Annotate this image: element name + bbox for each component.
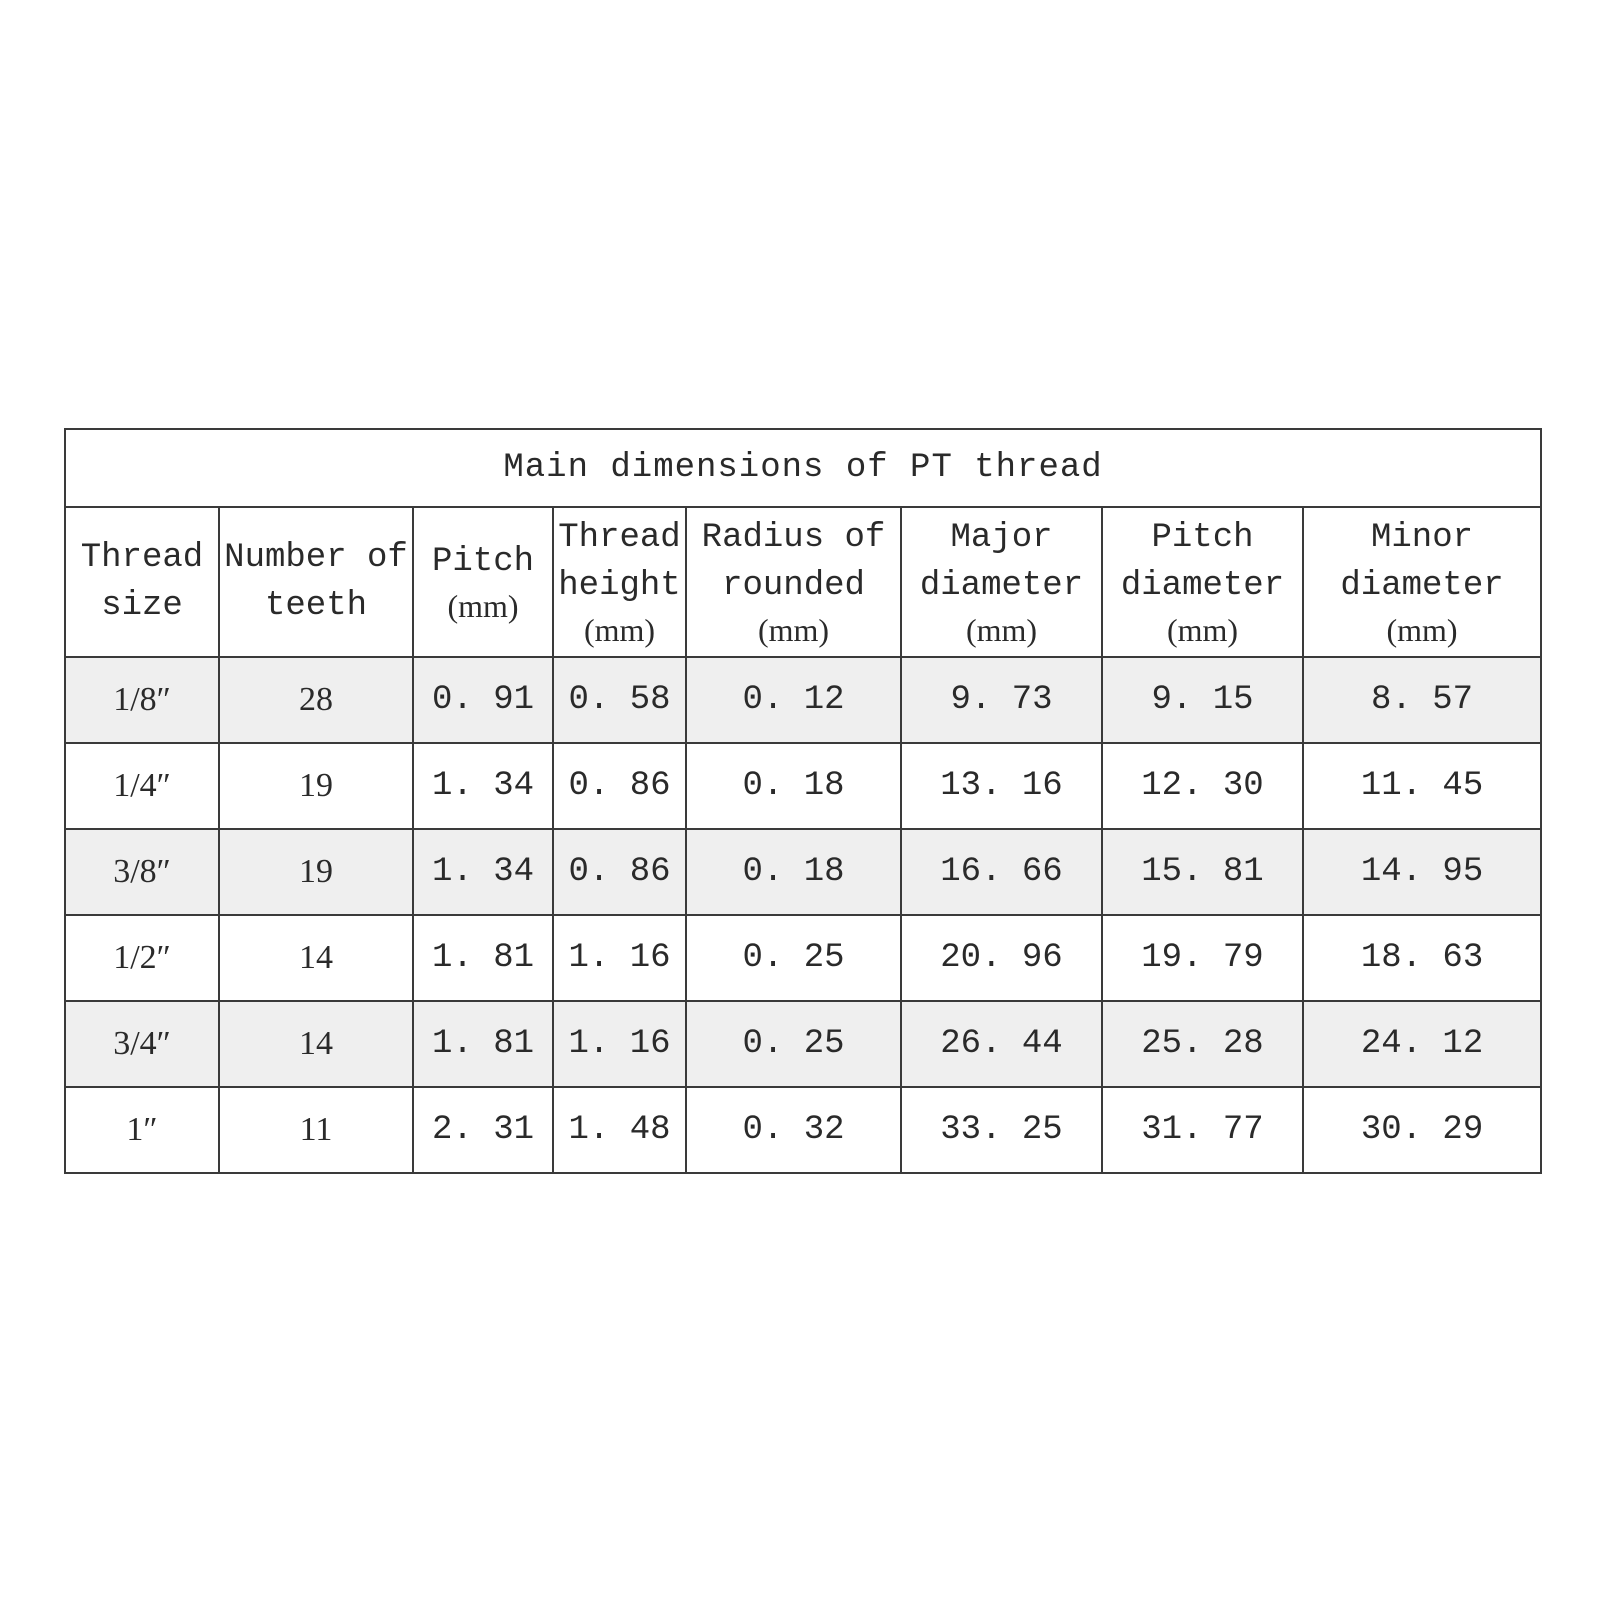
cell-radius-of-rounded: 0. 12 [686,657,901,743]
cell-pitch-diameter: 19. 79 [1102,915,1303,1001]
header-unit: (mm) [1386,612,1458,648]
cell-minor-diameter: 18. 63 [1303,915,1541,1001]
cell-pitch: 0. 91 [413,657,553,743]
header-label: Radius of rounded [701,519,886,605]
header-label: Pitch diameter [1120,519,1285,605]
header-minor-diameter [1303,507,1541,657]
header-label: Major diameter [919,519,1084,605]
cell-thread-size: 1/4″ [65,743,219,829]
header-label: Thread size [80,539,204,625]
cell-pitch: 1. 81 [413,915,553,1001]
header-unit: (mm) [965,612,1038,648]
cell-number-of-teeth: 11 [219,1087,413,1173]
cell-radius-of-rounded: 0. 18 [686,829,901,915]
header-label: Thread height [558,519,681,605]
cell-thread-size: 1/8″ [65,657,219,743]
cell-thread-size: 1″ [65,1087,219,1173]
header-label: Pitch [431,543,535,581]
pt-thread-table-container [64,428,1540,1174]
header-thread-size [65,507,219,657]
cell-major-diameter: 20. 96 [901,915,1102,1001]
cell-minor-diameter: 24. 12 [1303,1001,1541,1087]
cell-pitch: 1. 81 [413,1001,553,1087]
header-label: Minor diameter [1340,519,1504,605]
table-row [65,743,1541,829]
cell-pitch-diameter: 9. 15 [1102,657,1303,743]
cell-major-diameter: 33. 25 [901,1087,1102,1173]
table-title: Main dimensions of PT thread [65,429,1541,507]
cell-minor-diameter: 14. 95 [1303,829,1541,915]
header-major-diameter [901,507,1102,657]
header-number-of-teeth [219,507,413,657]
header-unit: (mm) [447,588,519,624]
cell-major-diameter: 13. 16 [901,743,1102,829]
cell-number-of-teeth: 19 [219,743,413,829]
header-row [65,507,1541,657]
header-pitch [413,507,553,657]
cell-pitch: 1. 34 [413,743,553,829]
cell-thread-height: 0. 58 [553,657,686,743]
header-thread-height [553,507,686,657]
cell-pitch-diameter: 12. 30 [1102,743,1303,829]
cell-radius-of-rounded: 0. 18 [686,743,901,829]
cell-major-diameter: 16. 66 [901,829,1102,915]
cell-minor-diameter: 11. 45 [1303,743,1541,829]
table-row [65,829,1541,915]
cell-number-of-teeth: 28 [219,657,413,743]
cell-pitch: 2. 31 [413,1087,553,1173]
cell-thread-size: 1/2″ [65,915,219,1001]
pt-thread-table [64,428,1542,1174]
cell-major-diameter: 26. 44 [901,1001,1102,1087]
cell-thread-height: 1. 48 [553,1087,686,1173]
table-row [65,915,1541,1001]
cell-number-of-teeth: 14 [219,915,413,1001]
cell-minor-diameter: 30. 29 [1303,1087,1541,1173]
header-unit: (mm) [583,612,656,648]
header-unit: (mm) [757,612,830,648]
cell-radius-of-rounded: 0. 32 [686,1087,901,1173]
cell-thread-height: 0. 86 [553,829,686,915]
cell-thread-size: 3/4″ [65,1001,219,1087]
cell-pitch-diameter: 15. 81 [1102,829,1303,915]
cell-pitch-diameter: 31. 77 [1102,1087,1303,1173]
cell-thread-height: 0. 86 [553,743,686,829]
cell-radius-of-rounded: 0. 25 [686,915,901,1001]
cell-radius-of-rounded: 0. 25 [686,1001,901,1087]
cell-thread-size: 3/8″ [65,829,219,915]
cell-pitch-diameter: 25. 28 [1102,1001,1303,1087]
cell-minor-diameter: 8. 57 [1303,657,1541,743]
header-label: Number of teeth [224,539,408,625]
header-unit: (mm) [1166,612,1239,648]
cell-thread-height: 1. 16 [553,1001,686,1087]
header-radius-of-rounded [686,507,901,657]
cell-thread-height: 1. 16 [553,915,686,1001]
table-row [65,657,1541,743]
cell-number-of-teeth: 14 [219,1001,413,1087]
cell-pitch: 1. 34 [413,829,553,915]
table-row [65,1001,1541,1087]
cell-number-of-teeth: 19 [219,829,413,915]
cell-major-diameter: 9. 73 [901,657,1102,743]
table-row [65,1087,1541,1173]
header-pitch-diameter [1102,507,1303,657]
